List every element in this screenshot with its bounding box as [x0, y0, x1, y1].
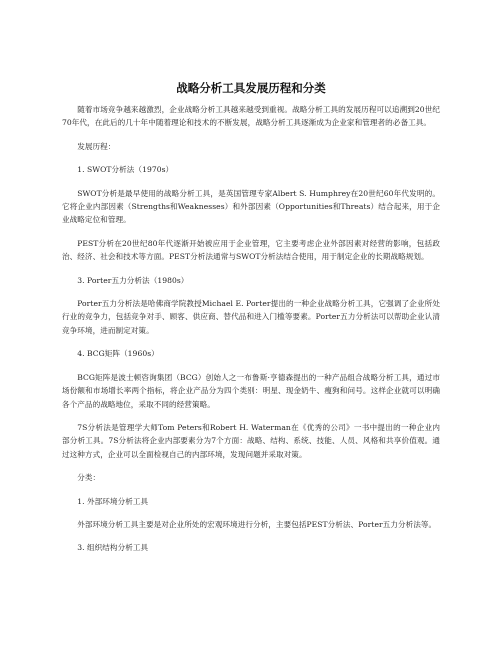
document-body [62, 103, 440, 555]
item-heading-external: 1. 外部环境分析工具 [77, 496, 149, 506]
bcg-paragraph: BCG矩阵是波士顿咨询集团（BCG）创始人之一布鲁斯·亨德森提出的一种产品组合战略分析工具，通过市场份额和市场增长率两个指标，将企业产品分为四个类别：明星、现金奶牛、瘦狗和问号。这样企业就可以明确各个产品的战略地位，采取不同的经营策略。 [62, 372, 440, 409]
external-paragraph: 外部环境分析工具主要是对企业所处的宏观环境进行分析，主要包括PEST分析法、Porter五力分析法等。 [77, 519, 437, 529]
section-heading-history: 发展历程： [77, 141, 116, 151]
swot-paragraph: SWOT分析是最早使用的战略分析工具，是英国管理专家Albert S. Humphrey在20世纪60年代发明的。它将企业内部因素（Strengths和Weaknesses）和外部因素（Opportunities和Threats）结合起来，用于企业战略定位和管理。 [62, 188, 440, 225]
item-heading-org-structure: 3. 组织结构分析工具 [77, 543, 149, 553]
item-heading-bcg: 4. BCG矩阵（1960s） [77, 349, 159, 359]
document-title: 战略分析工具发展历程和分类 [176, 81, 326, 95]
intro-paragraph: 随着市场竞争越来越激烈，企业战略分析工具越来越受到重视。战略分析工具的发展历程可以追溯到20世纪70年代，在此后的几十年中随着理论和技术的不断发展，战略分析工具逐渐成为企业家和管理者的必备工具。 [62, 105, 440, 128]
pest-paragraph: PEST分析在20世纪80年代逐渐开始被应用于企业管理，它主要考虑企业外部因素对经营的影响，包括政治、经济、社会和技术等方面。PEST分析法通常与SWOT分析法结合使用，用于制定企业的长期战略规划。 [62, 238, 440, 262]
item-heading-swot: 1. SWOT分析法（1970s） [77, 165, 174, 175]
seven-s-paragraph: 7S分析法是管理学大师Tom Peters和Robert H. Waterman在《优秀的公司》一书中提出的一种企业内部分析工具。7S分析法将企业内部要素分为7个方面：战略、结构、系统、技能、人员、风格和共享价值观。通过这种方式，企业可以全面检视自己的内部环境，发现问题并采取对策。 [62, 422, 440, 459]
section-heading-classification: 分类： [77, 473, 101, 483]
item-heading-porter: 3. Porter五力分析法（1980s） [77, 275, 189, 285]
porter-paragraph: Porter五力分析法是哈佛商学院教授Michael E. Porter提出的一种企业战略分析工具，它强调了企业所处行业的竞争力，包括竞争对手、顾客、供应商、替代品和进入门槛等要素。Porter五力分析法可以帮助企业认清竞争环境，进而制定对策。 [62, 299, 440, 335]
